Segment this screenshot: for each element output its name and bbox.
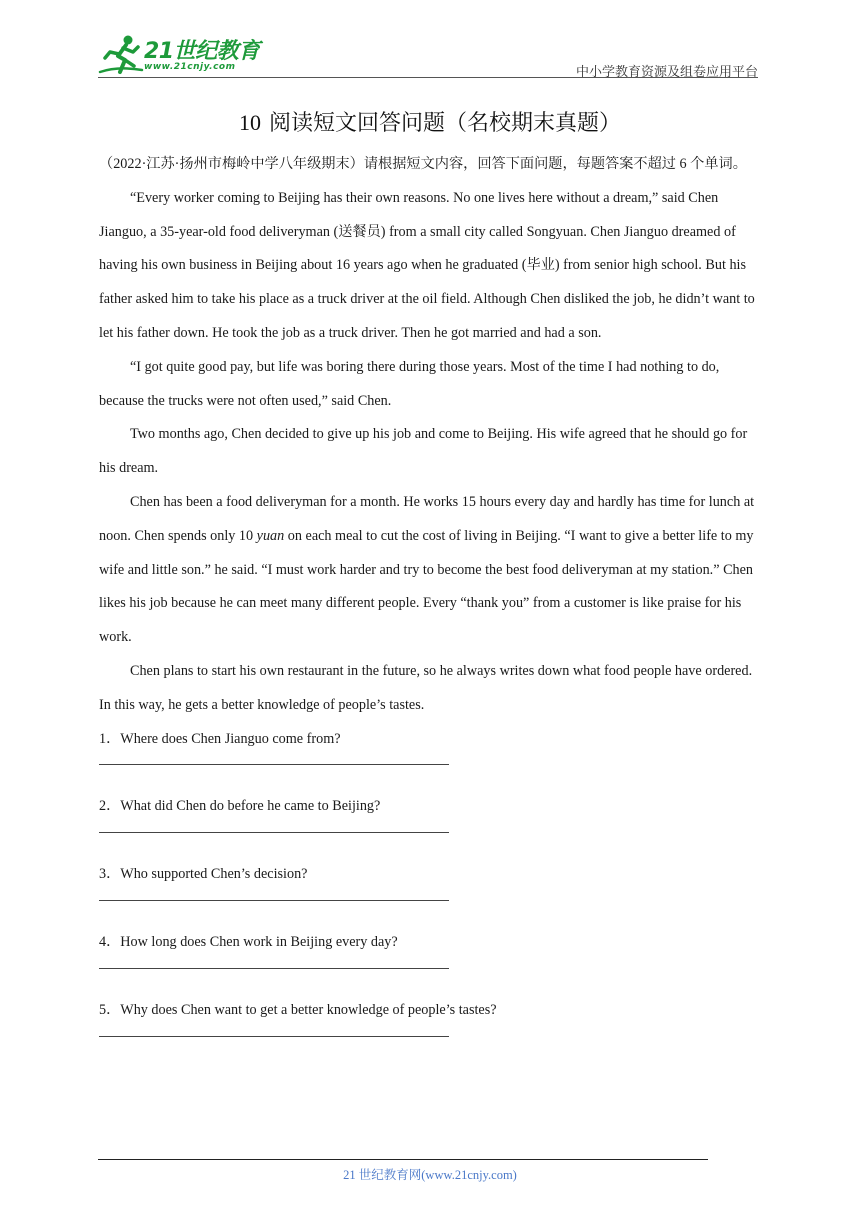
logo-url: www.21cnjy.com: [144, 62, 236, 72]
answer-line-1[interactable]: [99, 756, 761, 790]
question-4: [99, 926, 761, 960]
question-number: 3．: [99, 866, 121, 883]
question-text: Who supported Chen’s decision?: [120, 866, 308, 883]
paragraph-4-italic: yuan: [256, 527, 285, 544]
answer-line-2[interactable]: [99, 824, 761, 858]
header-divider: [98, 77, 758, 78]
question-2: [99, 790, 761, 824]
question-number: 1．: [99, 730, 121, 747]
question-text: Where does Chen Jianguo come from?: [120, 730, 341, 747]
paragraph-5: Chen plans to start his own restaurant in the future, so he always writes down what food people have ordered. In this way, he gets a better knowledge of people’s tastes.: [99, 662, 753, 713]
site-logo[interactable]: [98, 32, 268, 78]
question-1: [99, 723, 761, 757]
runner-icon: [98, 32, 144, 78]
paragraph-2: “I got quite good pay, but life was boring there during those years. Most of the time I had nothing to do, because the trucks were not often used,” said Chen.: [99, 358, 720, 409]
paragraph-1: “Every worker coming to Beijing has their own reasons. No one lives here without a dream,” said Chen Jianguo, a 35-year-old food deliveryman (送餐员) from a small city called Songyuan. Chen Jianguo dreamed of having his own business in Beijing about 16 years ago when he graduated (毕业) from senior high school. But his father asked him to take his place as a truck driver at the oil field. Although Chen disliked the job, he didn’t want to let his father down. He took the job as a truck driver. Then he got married and had a son.: [99, 189, 755, 341]
question-text: What did Chen do before he came to Beijing?: [120, 798, 381, 815]
paragraph-3: Two months ago, Chen decided to give up his job and come to Beijing. His wife agreed that he should go for his dream.: [99, 426, 748, 477]
question-number: 4．: [99, 933, 121, 950]
question-number: 2．: [99, 798, 121, 815]
title-number: 10: [238, 110, 261, 135]
footer-link[interactable]: 21 世纪教育网(www.21cnjy.com): [343, 1168, 517, 1182]
paragraph-4-part-2: on each meal to cut the cost of living in Beijing. “I want to give a better life to my wife and little son.” he said. “I must work harder and try to become the best food deliveryman at my station.” Chen likes his job because he can meet many different people. Every “thank you” from a customer is like praise for his work.: [99, 527, 754, 646]
question-3: [99, 858, 761, 892]
instruction: （2022·江苏·扬州市梅岭中学八年级期末）请根据短文内容，回答下面问题，每题答案不超过 6 个单词。: [99, 156, 747, 172]
footer-divider: [98, 1159, 708, 1160]
page-header: [98, 32, 758, 78]
logo-text: 21世纪教育: [144, 39, 260, 64]
title-text: 阅读短文回答问题（名校期末真题）: [268, 110, 621, 135]
answer-line-3[interactable]: [99, 892, 761, 926]
paragraph-4: [99, 486, 761, 655]
answer-line-4[interactable]: [99, 960, 761, 994]
question-text: Why does Chen want to get a better knowledge of people’s tastes?: [120, 1001, 497, 1018]
question-number: 5．: [99, 1001, 121, 1018]
page-title: [0, 106, 860, 137]
answer-line-5[interactable]: [99, 1028, 761, 1062]
document-body: [99, 148, 761, 1062]
platform-name: 中小学教育资源及组卷应用平台: [575, 64, 758, 79]
question-5: [99, 994, 761, 1028]
question-text: How long does Chen work in Beijing every day?: [120, 933, 398, 950]
paragraph-4-part-1: Chen has been a food deliveryman for a month. He works 15 hours every day and hardly has time for lunch at noon. Chen spends only 10: [99, 493, 755, 544]
